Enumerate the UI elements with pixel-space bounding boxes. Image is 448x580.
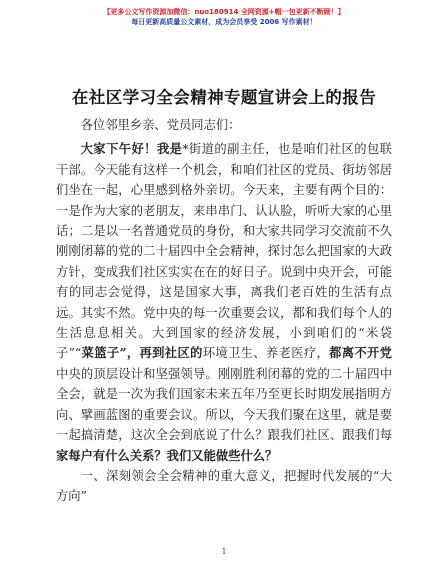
paragraph-run: 环境卫生、养老医疗，: [202, 346, 330, 361]
paragraph-run: 大家下午好！我是: [80, 141, 183, 157]
paragraph-run: 菜篮子”，再到社区的: [81, 345, 203, 361]
document-title: 在社区学习全会精神专题宣讲会上的报告: [71, 88, 377, 107]
salutation: 各位邻里乡亲、党员同志们：: [80, 118, 241, 132]
promo-banner-line2: 每日更新高质量公文素材，成为会员享受 2006 写作素材！: [131, 18, 317, 26]
paragraph-run: *街道的副主任，也是咱们社区的包联干部。今天能有这样一个机会，和咱们社区的党员、街坊邻居们坐在一起，心里感到格外亲切。今天来，主要有两个目的：一是作为大家的老朋友，来串串门、认认脸，听听大家的心里话；二是以一名普通党员的身份，和大家共同学习交流前不久刚刚闭幕的党的二十届四中全会精神，探讨怎么把国家的大政方针，变成我们社区实实在在的好日子。说到中央开会，可能有的同志会觉得，这是国家大事，离我们老百姓的生活有点远。其实不然。党中央的每一次重要会议，都和我们每个人的生活息息相关。大到国家的经济发展，小到咱们的“米袋子”“: [56, 142, 392, 361]
body-paragraph-1: [56, 139, 392, 466]
promo-banner-line1: 【更多公文写作资源加微信：nuo180914 全网资源+帽一包更新不断顾！】: [103, 8, 345, 16]
paragraph-run: 都离不开党: [329, 345, 392, 361]
paragraph-run: 中央的顶层设计和坚强领导。刚刚胜利闭幕的党的二十届四中全会，就是一次为我们国家未来五年乃至更长时期发展指明方向、擘画蓝图的重要会议。所以，今天我们聚在这里，就是要一起搞清楚，这次全会到底说了什么？跟我们社区、跟我们每: [56, 366, 392, 443]
promo-banner: [0, 7, 448, 28]
section-heading-1: 一、深刻领会全会精神的重大意义，把握时代发展的“大方向”: [56, 468, 392, 504]
page-number: 1: [221, 547, 227, 556]
paragraph-run: 家每户有什么关系？我们又能做些什么？: [56, 447, 278, 463]
document-body: [56, 115, 392, 507]
